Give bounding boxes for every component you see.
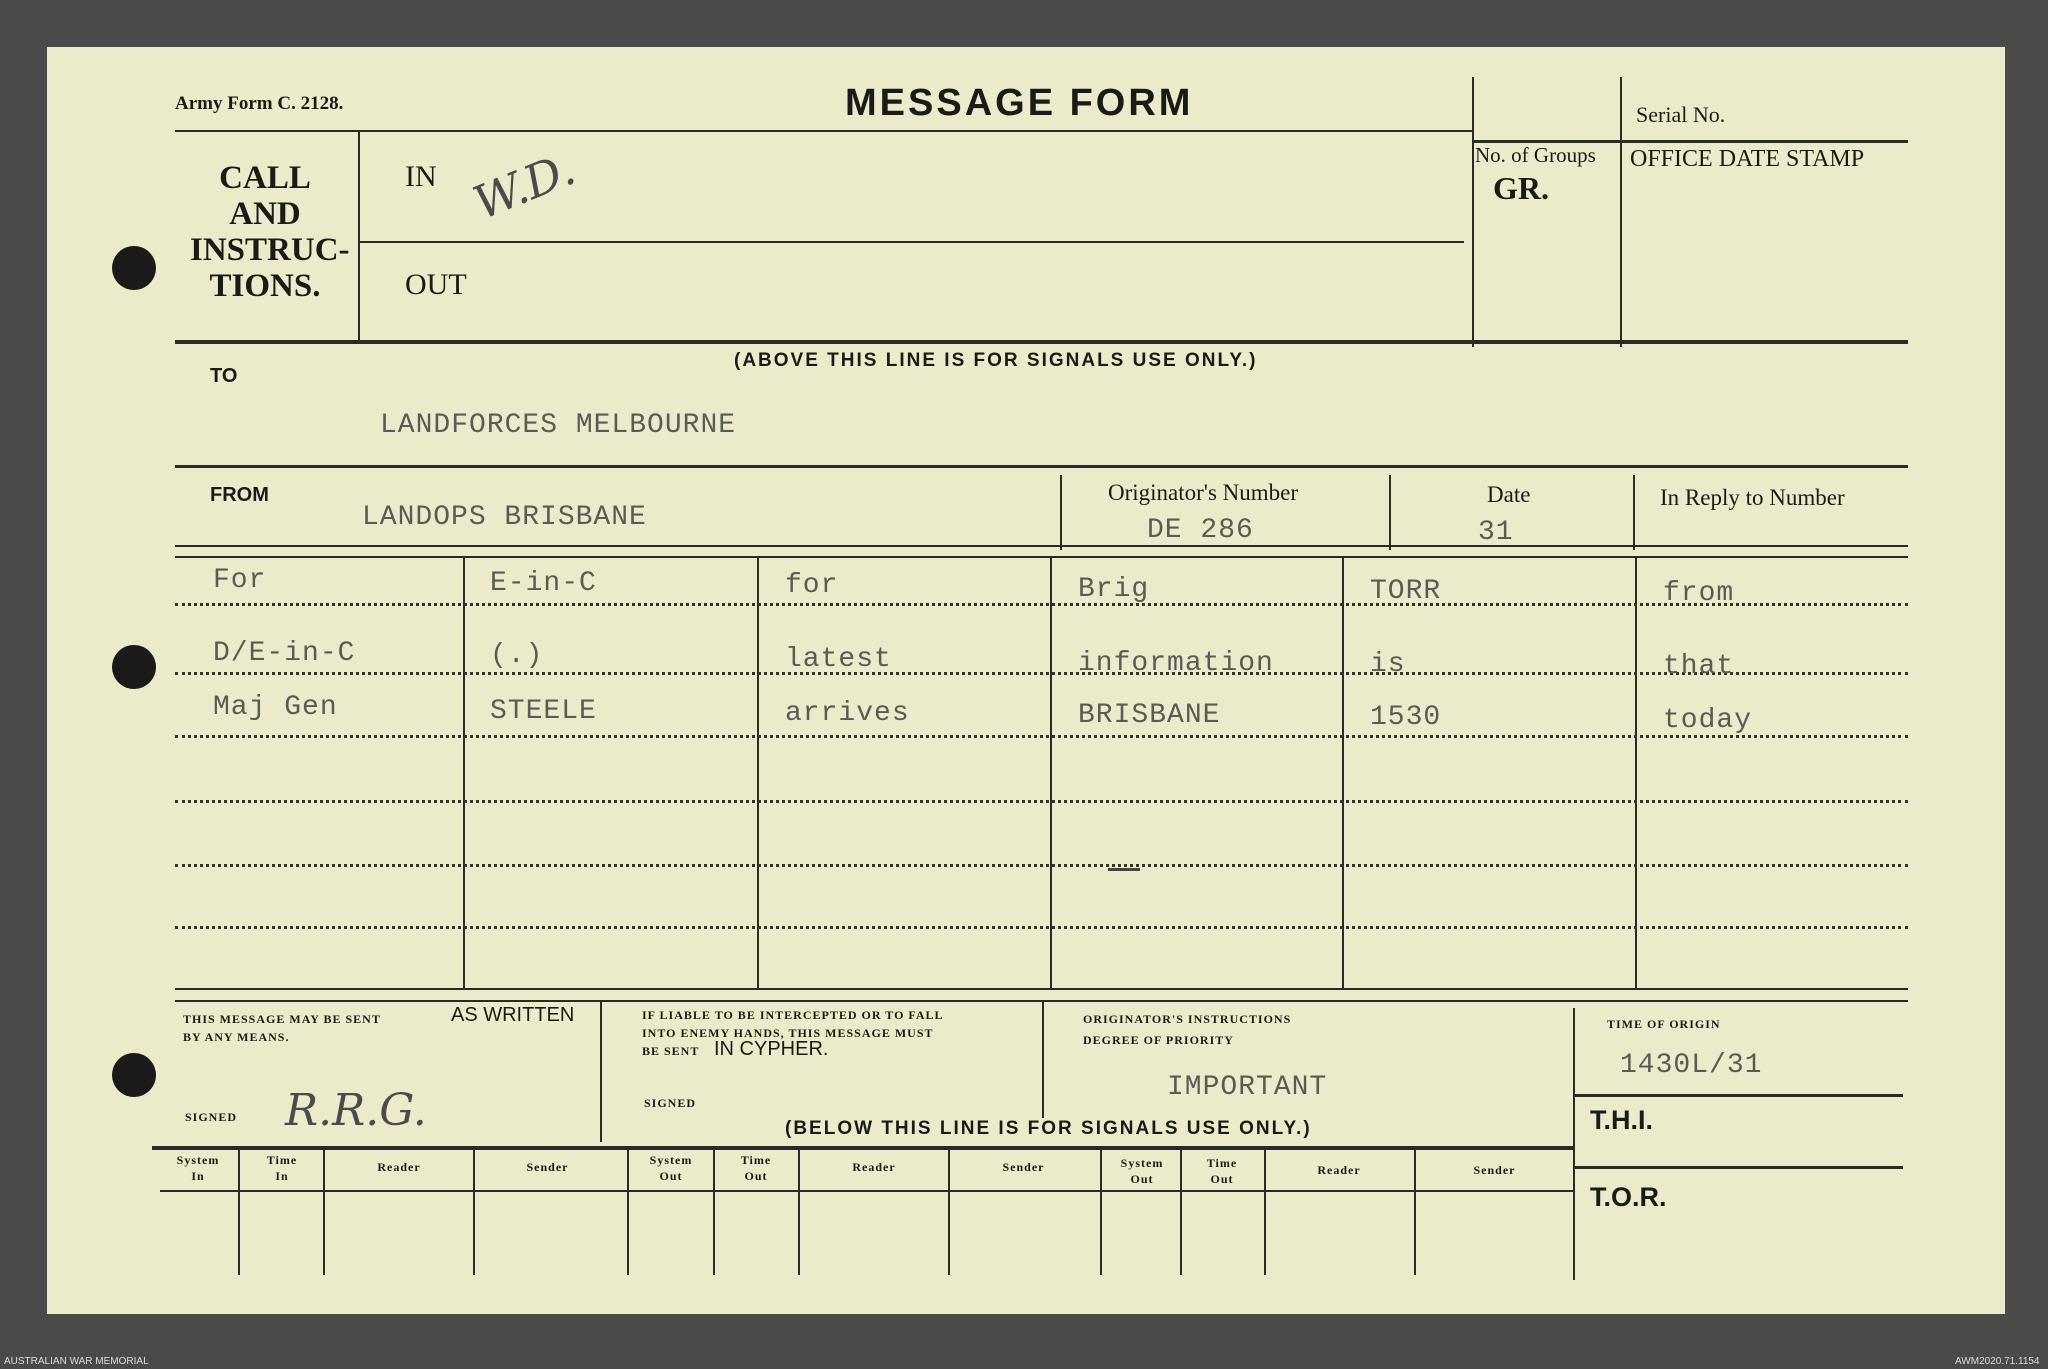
signal-col-header <box>950 1160 1097 1175</box>
divider <box>1573 1094 1903 1097</box>
divider <box>798 1150 800 1275</box>
signal-col-header-text: Sender <box>526 1160 569 1174</box>
signal-col-header <box>325 1160 473 1175</box>
signal-col-header <box>1182 1155 1262 1187</box>
signal-col-header-text: Reader <box>377 1160 421 1174</box>
divider <box>1042 1000 1044 1118</box>
form-title: MESSAGE FORM <box>845 82 1194 124</box>
signal-col-header-text: System <box>649 1153 693 1167</box>
degree-of-priority-label: DEGREE OF PRIORITY <box>1083 1033 1234 1047</box>
archive-credit: AUSTRALIAN WAR MEMORIAL <box>4 1356 149 1367</box>
office-date-stamp-label: OFFICE DATE STAMP <box>1630 146 1865 172</box>
signed-label: SIGNED <box>185 1110 238 1124</box>
divider <box>358 241 1464 243</box>
divider <box>1633 475 1635 550</box>
call-instructions-label: CALL AND INSTRUC- TIONS. <box>190 160 350 304</box>
signals-above-note: (ABOVE THIS LINE IS FOR SIGNALS USE ONLY.) <box>734 350 1258 371</box>
divider <box>160 1190 1573 1192</box>
divider <box>1414 1150 1416 1275</box>
signal-col-header <box>1416 1163 1573 1178</box>
signal-col-header-text: In <box>191 1169 205 1183</box>
divider <box>1050 556 1052 990</box>
serial-number-label: Serial No. <box>1636 102 1726 127</box>
originator-number-label: Originator's Number <box>1108 480 1299 505</box>
originator-number-value: DE 286 <box>1147 515 1254 546</box>
signal-col-header-text: Time <box>266 1153 298 1167</box>
message-word: for <box>785 570 839 601</box>
signal-col-header-text: Time <box>740 1153 772 1167</box>
message-word: (.) <box>490 640 544 671</box>
divider <box>713 1150 715 1275</box>
divider <box>323 1150 325 1275</box>
intercept-note-1: IF LIABLE TO BE INTERCEPTED OR TO FALL <box>642 1008 944 1022</box>
divider <box>1060 475 1062 550</box>
signal-col-header-text: Sender <box>1473 1163 1516 1177</box>
tor-label: T.O.R. <box>1590 1182 1667 1212</box>
message-word: that <box>1663 651 1735 682</box>
signal-col-header-text: Time <box>1206 1156 1238 1170</box>
signal-col-header-text: Reader <box>1317 1163 1361 1177</box>
divider <box>175 545 1908 547</box>
divider <box>463 556 465 990</box>
signal-col-header-text: Out <box>744 1169 768 1183</box>
signals-rule-bottom <box>152 1146 1573 1150</box>
divider <box>1620 77 1622 347</box>
in-label: IN <box>405 160 437 193</box>
signal-col-header <box>474 1160 621 1175</box>
signal-col-header <box>158 1152 238 1184</box>
header-rule <box>175 130 1472 132</box>
sent-by-label: THIS MESSAGE MAY BE SENT <box>183 1012 381 1026</box>
army-form-number: Army Form C. 2128. <box>175 93 344 114</box>
divider <box>1342 556 1344 990</box>
signal-col-header-text: Reader <box>852 1160 896 1174</box>
signed-label-2: SIGNED <box>644 1096 697 1110</box>
signal-col-header-text: In <box>275 1169 289 1183</box>
signal-col-header <box>1265 1163 1413 1178</box>
signal-col-header-text: System <box>176 1153 220 1167</box>
divider <box>1100 1150 1102 1275</box>
priority-value: IMPORTANT <box>1167 1072 1328 1103</box>
to-label: TO <box>210 365 238 387</box>
divider <box>175 800 1908 803</box>
divider <box>627 1150 629 1275</box>
divider <box>238 1150 240 1275</box>
divider <box>757 556 759 990</box>
divider <box>1635 556 1637 990</box>
signal-col-header <box>242 1152 322 1184</box>
signal-col-header <box>1102 1155 1182 1187</box>
divider <box>175 465 1908 468</box>
end-of-message-mark <box>1108 868 1140 871</box>
date-value: 31 <box>1478 517 1514 548</box>
divider <box>175 603 1908 606</box>
groups-value: GR. <box>1493 170 1549 206</box>
message-word: from <box>1663 578 1735 609</box>
signals-below-note: (BELOW THIS LINE IS FOR SIGNALS USE ONLY.) <box>785 1118 1312 1139</box>
divider <box>1264 1150 1266 1275</box>
signal-col-header-text: Out <box>659 1169 683 1183</box>
divider <box>1180 1150 1182 1275</box>
in-cypher-text: IN CYPHER. <box>714 1038 829 1060</box>
signal-col-header <box>631 1152 711 1184</box>
message-word: For <box>213 565 267 596</box>
divider <box>600 1000 602 1142</box>
message-word: Maj Gen <box>213 692 338 723</box>
message-word: information <box>1078 648 1274 679</box>
in-handwritten-note: W.D. <box>466 141 583 231</box>
signal-col-header-text: System <box>1120 1156 1164 1170</box>
message-word: TORR <box>1370 576 1442 607</box>
divider <box>948 1150 950 1275</box>
message-word: E-in-C <box>490 568 597 599</box>
message-word: is <box>1370 649 1406 680</box>
out-label: OUT <box>405 268 467 301</box>
groups-label: No. of Groups <box>1475 143 1596 167</box>
intercept-note-3: BE SENT <box>642 1044 700 1058</box>
time-of-origin-value: 1430L/31 <box>1620 1050 1763 1081</box>
divider <box>175 988 1908 990</box>
sent-by-any-means: BY ANY MEANS. <box>183 1030 290 1044</box>
message-word: latest <box>785 644 892 675</box>
divider <box>358 130 360 340</box>
message-word: today <box>1663 705 1753 736</box>
message-word: arrives <box>785 698 910 729</box>
message-word: 1530 <box>1370 702 1442 733</box>
archive-id: AWM2020.71.1154 <box>1955 1356 2040 1367</box>
punch-hole-bottom <box>112 1053 156 1097</box>
in-reply-to-label: In Reply to Number <box>1660 485 1845 510</box>
signature: R.R.G. <box>285 1085 427 1136</box>
divider <box>175 926 1908 929</box>
divider <box>1389 475 1391 550</box>
from-label: FROM <box>210 484 269 506</box>
divider <box>175 735 1908 738</box>
from-value: LANDOPS BRISBANE <box>362 502 647 533</box>
signals-rule-top <box>175 340 1908 344</box>
intercept-note-2: INTO ENEMY HANDS, THIS MESSAGE MUST <box>642 1026 934 1040</box>
divider <box>1472 77 1474 347</box>
divider <box>175 864 1908 867</box>
signal-col-header-text: Out <box>1210 1172 1234 1186</box>
divider <box>175 672 1908 675</box>
date-label: Date <box>1487 482 1531 507</box>
signal-col-header-text: Out <box>1130 1172 1154 1186</box>
to-value: LANDFORCES MELBOURNE <box>380 410 737 441</box>
divider <box>1573 1008 1575 1280</box>
divider <box>175 556 1908 558</box>
message-word: BRISBANE <box>1078 700 1221 731</box>
as-written-text: AS WRITTEN <box>451 1004 575 1026</box>
message-word: D/E-in-C <box>213 638 356 669</box>
message-word: Brig <box>1078 574 1150 605</box>
punch-hole-middle <box>112 645 156 689</box>
signal-col-header-text: Sender <box>1002 1160 1045 1174</box>
message-word: STEELE <box>490 696 597 727</box>
time-of-origin-label: TIME OF ORIGIN <box>1607 1017 1721 1031</box>
divider <box>1573 1166 1903 1169</box>
thi-label: T.H.I. <box>1590 1105 1654 1135</box>
originator-instructions-label: ORIGINATOR'S INSTRUCTIONS <box>1083 1012 1292 1026</box>
punch-hole-top <box>112 246 156 290</box>
divider <box>473 1150 475 1275</box>
signal-col-header <box>716 1152 796 1184</box>
signal-col-header <box>800 1160 948 1175</box>
